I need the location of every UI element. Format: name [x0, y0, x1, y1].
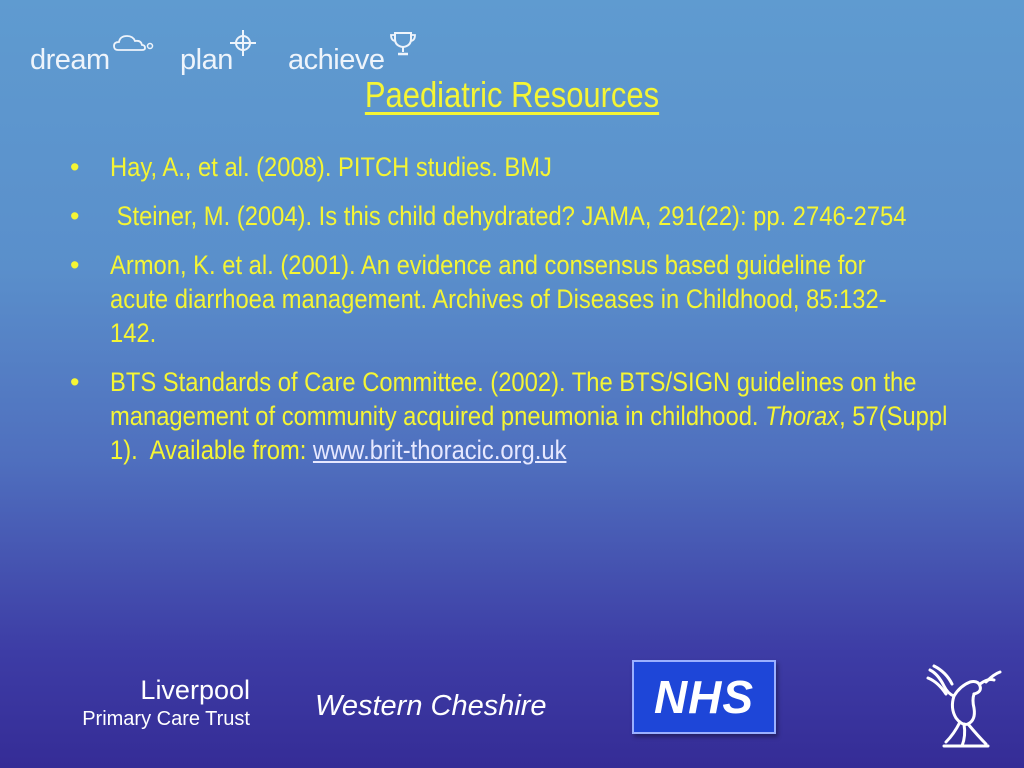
reference-text-part: BTS Standards of Care Committee. (2002). The BTS/SIGN guidelines on the management of community acquired pneumonia in childhood. [110, 367, 924, 431]
reference-item [66, 199, 966, 233]
crosshair-icon [228, 28, 258, 58]
reference-item [66, 365, 966, 467]
trust-name-line2: Primary Care Trust [82, 708, 250, 730]
tagline-achieve: achieve [288, 44, 385, 76]
slide-title: Paediatric Resources [364, 74, 660, 115]
tagline-plan: plan [180, 44, 233, 76]
bullet: • [70, 201, 80, 231]
reference-link[interactable]: www.brit-thoracic.org.uk [312, 435, 567, 465]
journal-name: Thorax [765, 401, 840, 431]
cloud-icon [112, 32, 154, 54]
nhs-logo-text: NHS [653, 671, 755, 723]
trust-name [82, 674, 250, 732]
reference-text: Hay, A., et al. (2008). PITCH studies. BMJ [110, 152, 552, 182]
reference-text: Armon, K. et al. (2001). An evidence and consensus based guideline for acute diarrhoea management. Archives of Diseases in Childhood, 85:132-142. [110, 250, 887, 348]
trust-name-line1: Liverpool [140, 675, 250, 705]
nhs-logo [632, 660, 776, 734]
liver-bird-icon [924, 660, 1004, 754]
trophy-icon [388, 30, 418, 58]
reference-list [66, 150, 966, 482]
reference-item [66, 150, 966, 184]
bullet: • [70, 152, 80, 182]
reference-text [110, 365, 955, 467]
bullet: • [70, 250, 80, 280]
reference-text-part: , 57(Suppl 1). Available from: [110, 401, 955, 465]
bullet: • [70, 367, 80, 397]
region-name: Western Cheshire [315, 690, 547, 722]
tagline-logo [28, 28, 428, 78]
reference-item [66, 248, 966, 350]
reference-text: Steiner, M. (2004). Is this child dehydrated? JAMA, 291(22): pp. 2746-2754 [110, 201, 907, 231]
tagline-dream: dream [30, 44, 110, 76]
